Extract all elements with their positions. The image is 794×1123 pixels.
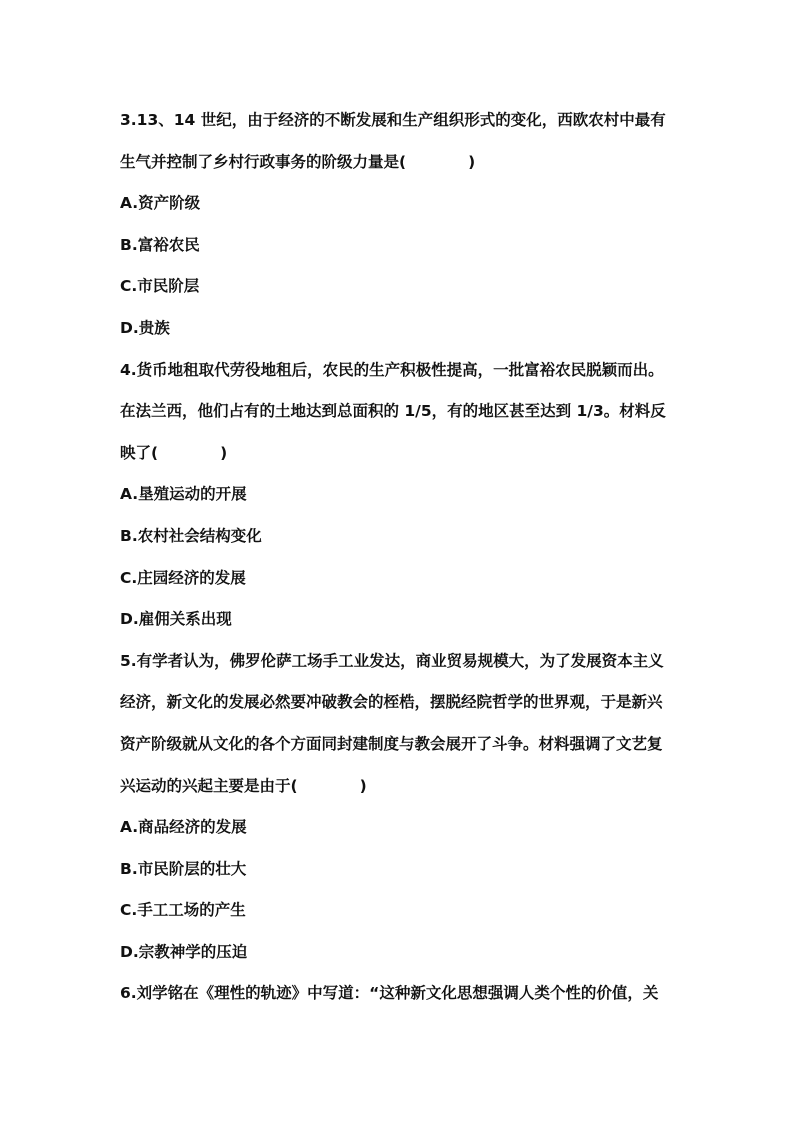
question-3 [120, 101, 690, 351]
question-stem-line: 映了( ) [120, 443, 228, 462]
option-a: A.垦殖运动的开展 [120, 485, 247, 504]
question-6 [120, 974, 690, 1016]
question-stem-line: 兴运动的兴起主要是由于( ) [120, 776, 367, 795]
question-stem-line: 经济，新文化的发展必然要冲破教会的桎梏，摆脱经院哲学的世界观，于是新兴 [120, 693, 663, 712]
question-stem-line: 4.货币地租取代劳役地租后，农民的生产积极性提高，一批富裕农民脱颖而出。 [120, 360, 664, 379]
question-stem-line: 6.刘学铭在《理性的轨迹》中写道：“这种新文化思想强调人类个性的价值，关 [120, 984, 659, 1003]
question-4 [120, 351, 690, 642]
option-d: D.宗教神学的压迫 [120, 942, 248, 961]
question-stem-line: 生气并控制了乡村行政事务的阶级力量是( ) [120, 152, 476, 171]
option-b: B.农村社会结构变化 [120, 526, 262, 545]
question-stem-line: 在法兰西，他们占有的土地达到总面积的 1/5，有的地区甚至达到 1/3。材料反 [120, 402, 666, 421]
option-b: B.市民阶层的壮大 [120, 859, 247, 878]
option-b: B.富裕农民 [120, 235, 200, 254]
option-a: A.资产阶级 [120, 194, 201, 213]
option-d: D.雇佣关系出现 [120, 610, 232, 629]
option-c: C.手工工场的产生 [120, 901, 246, 920]
question-stem-line: 3.13、14 世纪，由于经济的不断发展和生产组织形式的变化，西欧农村中最有 [120, 111, 666, 129]
question-list [120, 101, 690, 1016]
question-stem-line: 5.有学者认为，佛罗伦萨工场手工业发达，商业贸易规模大，为了发展资本主义 [120, 651, 664, 670]
option-c: C.市民阶层 [120, 277, 200, 296]
option-c: C.庄园经济的发展 [120, 568, 246, 587]
option-d: D.贵族 [120, 318, 170, 337]
option-a: A.商品经济的发展 [120, 818, 247, 837]
question-stem-line: 资产阶级就从文化的各个方面同封建制度与教会展开了斗争。材料强调了文艺复 [120, 734, 663, 753]
question-5 [120, 642, 690, 975]
